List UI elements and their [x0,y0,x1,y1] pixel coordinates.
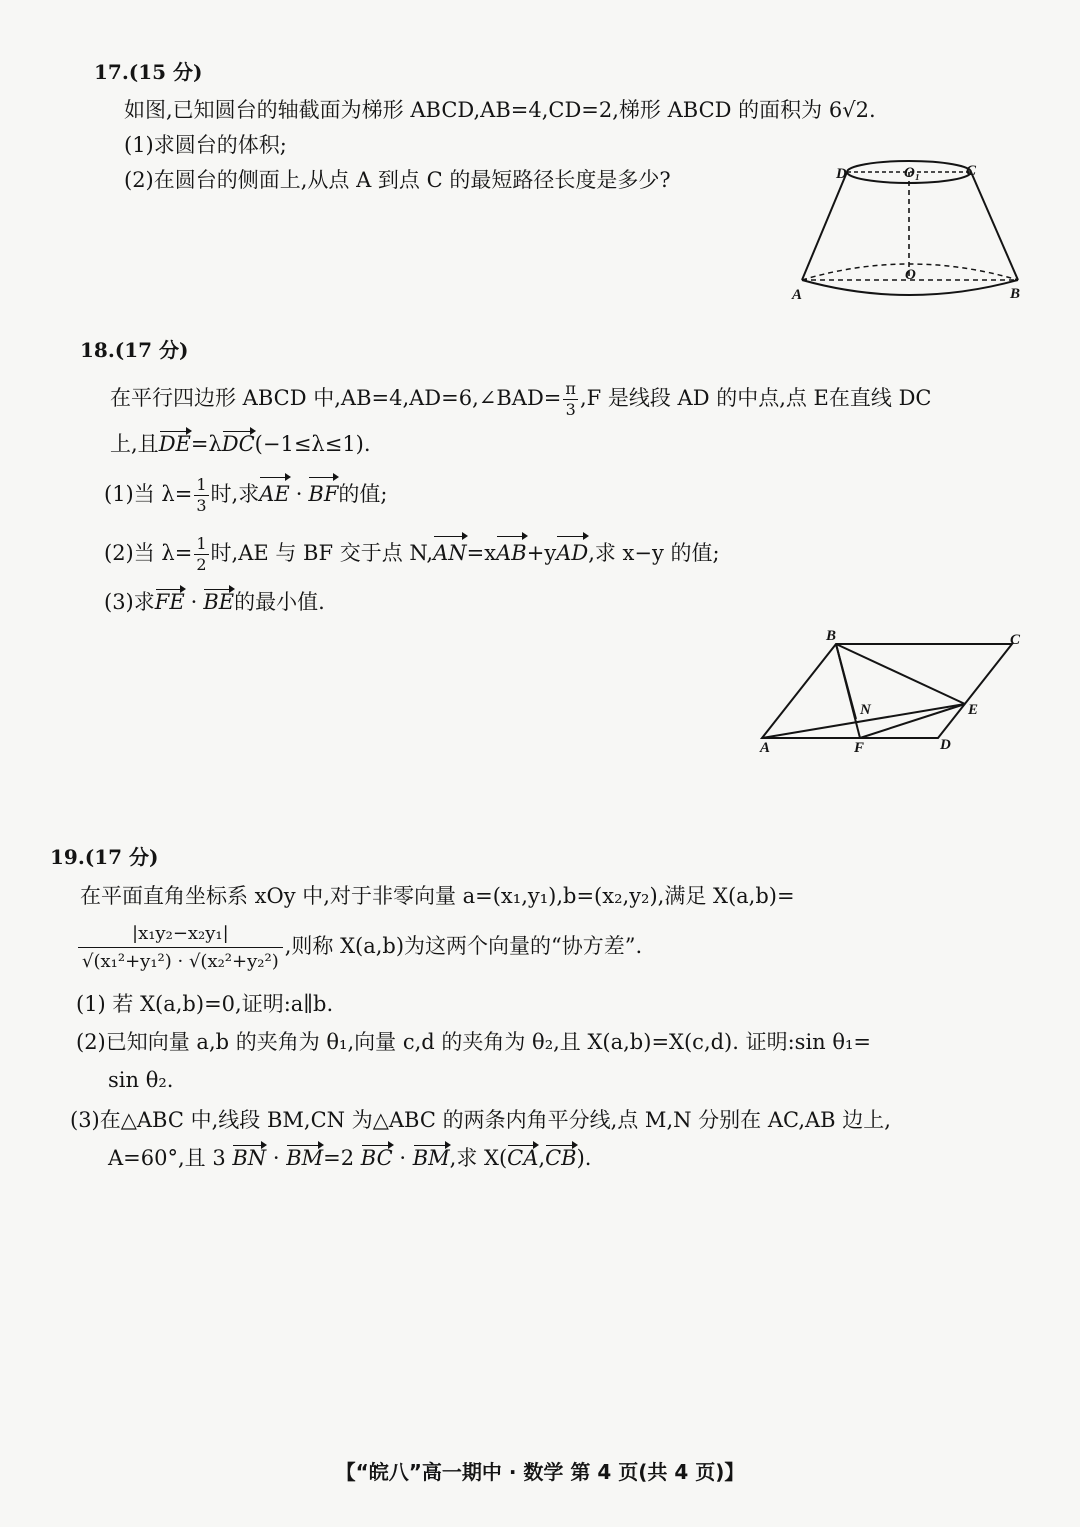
pi-over-3-denominator: 3 [565,400,576,419]
segment-FE [860,704,965,738]
vector-BE: BE [203,590,235,614]
q18-part3 [104,588,325,616]
dot-product-a: · [266,1146,287,1170]
covariance-numerator: |x₁y₂−x₂y₁| [78,923,283,948]
q19-stem2: ,则称 X(a,b)为这两个向量的“协方差”. [284,934,643,958]
vector-BC: BC [360,1146,393,1170]
q18-stem-a: 在平行四边形 ABCD 中,AB=4,AD=6,∠BAD= [110,386,562,410]
para-label-A: A [760,740,771,756]
covariance-denominator: √(x₁²+y₁²) · √(x₂²+y₂²) [82,950,279,972]
q17-stem: 如图,已知圆台的轴截面为梯形 ABCD,AB=4,CD=2,梯形 ABCD 的面积为 6√2. [124,98,876,122]
para-label-D: D [940,737,951,753]
vector-AB: AB [496,535,527,571]
dot-product-3: · [190,590,198,614]
vector-BM-second: BM [412,1146,450,1170]
parallelogram-ABCD [762,644,1012,738]
q19-part3-l2-c: ,求 X( [449,1146,508,1170]
frustum-label-O1: O₁ [904,165,921,181]
segment-BN [836,644,856,719]
vector-AN: AN [433,535,467,571]
q19-part3-l2-d: ). [576,1146,592,1170]
covariance-fraction [78,923,283,973]
q18-part2-b: 时,AE 与 BF 交于点 N, [210,541,434,565]
q19-stem1: 在平面直角坐标系 xOy 中,对于非零向量 a=(x₁,y₁),b=(x₂,y₂),满足 X(a,b)= [80,884,795,908]
frustum-right-edge [971,172,1018,280]
lambda-one-half-fraction [194,536,208,573]
q18-part2 [104,535,720,573]
q19-header: 19.(17 分) [50,845,159,869]
q17-part2: (2)在圆台的侧面上,从点 A 到点 C 的最短路径长度是多少? [124,168,671,192]
q18-part1 [104,476,387,514]
q19-part1: (1) 若 X(a,b)=0,证明:a∥b. [76,992,334,1016]
vector-separator-comma: , [538,1146,546,1170]
vector-DC: DC [221,432,255,456]
vector-CA: CA [507,1146,539,1170]
q18-stem-line1 [110,380,931,418]
q19-part3-line1: (3)在△ABC 中,线段 BM,CN 为△ABC 的两条内角平分线,点 M,N 分别在 AC,AB 边上, [70,1108,891,1132]
vector-DE: DE [158,432,191,456]
q18-part2-a: (2)当 λ= [104,541,193,565]
pi-over-3-fraction [563,381,578,418]
pi-over-3-numerator: π [565,379,576,398]
frustum-label-B: B [1010,286,1021,302]
one-third-numerator: 1 [196,475,207,494]
q19-stem2-line [78,916,642,976]
frustum-label-A: A [792,287,803,303]
dot-product-b: · [392,1146,413,1170]
q19-part3-line2 [108,1144,591,1172]
frustum-label-C: C [966,163,977,179]
frustum-label-D: D [836,166,847,182]
vector-BF: BF [308,476,338,512]
one-half-denominator: 2 [196,555,207,574]
parallelogram-figure [752,624,1042,759]
q18-part3-a: (3)求 [104,590,155,614]
q18-part2-d: +y [526,541,557,565]
frustum-left-edge [802,172,847,280]
frustum-label-O: O [905,267,916,283]
lambda-one-third-fraction [194,477,208,514]
vector-FE: FE [154,590,185,614]
q18-stem2-a: 上,且 [110,432,159,456]
q18-part3-b: 的最小值. [234,590,325,614]
segment-BE [836,644,965,704]
frustum-figure [786,150,1036,310]
para-label-C: C [1010,632,1021,648]
q18-part2-e: ,求 x−y 的值; [588,541,720,565]
q18-part2-c: =x [466,541,497,565]
para-label-E: E [968,702,979,718]
para-label-F: F [854,740,865,756]
vector-BN: BN [232,1146,267,1170]
dot-product-1: · [295,482,303,506]
one-third-denominator: 3 [196,496,207,515]
q18-stem2-b: =λ [190,432,222,456]
q19-part3-l2-a: A=60°,且 3 [108,1146,233,1170]
one-half-numerator: 1 [196,534,207,553]
q17-part1: (1)求圆台的体积; [124,133,287,157]
page-footer: 【“皖八”高一期中 · 数学 第 4 页(共 4 页)】 [335,1460,745,1484]
para-label-N: N [860,702,871,718]
q19-part2-line2: sin θ₂. [108,1068,174,1092]
q17-header: 17.(15 分) [94,60,203,84]
q18-stem-line2 [110,430,371,458]
q18-part1-b: 时,求 [210,482,260,506]
q19-part2-line1: (2)已知向量 a,b 的夹角为 θ₁,向量 c,d 的夹角为 θ₂,且 X(a,b)=X(c,d). 证明:sin θ₁= [76,1030,872,1054]
vector-BM: BM [286,1146,324,1170]
vector-CB: CB [545,1146,577,1170]
para-label-B: B [826,628,837,644]
vector-AE: AE [259,476,290,512]
q18-stem-b: ,F 是线段 AD 的中点,点 E在直线 DC [579,386,932,410]
q18-part1-c: 的值; [338,482,388,506]
q18-part1-a: (1)当 λ= [104,482,193,506]
vector-AD: AD [556,535,588,571]
q19-part3-l2-b: =2 [323,1146,361,1170]
q18-header: 18.(17 分) [80,338,189,362]
q18-stem2-c: (−1≤λ≤1). [254,432,371,456]
